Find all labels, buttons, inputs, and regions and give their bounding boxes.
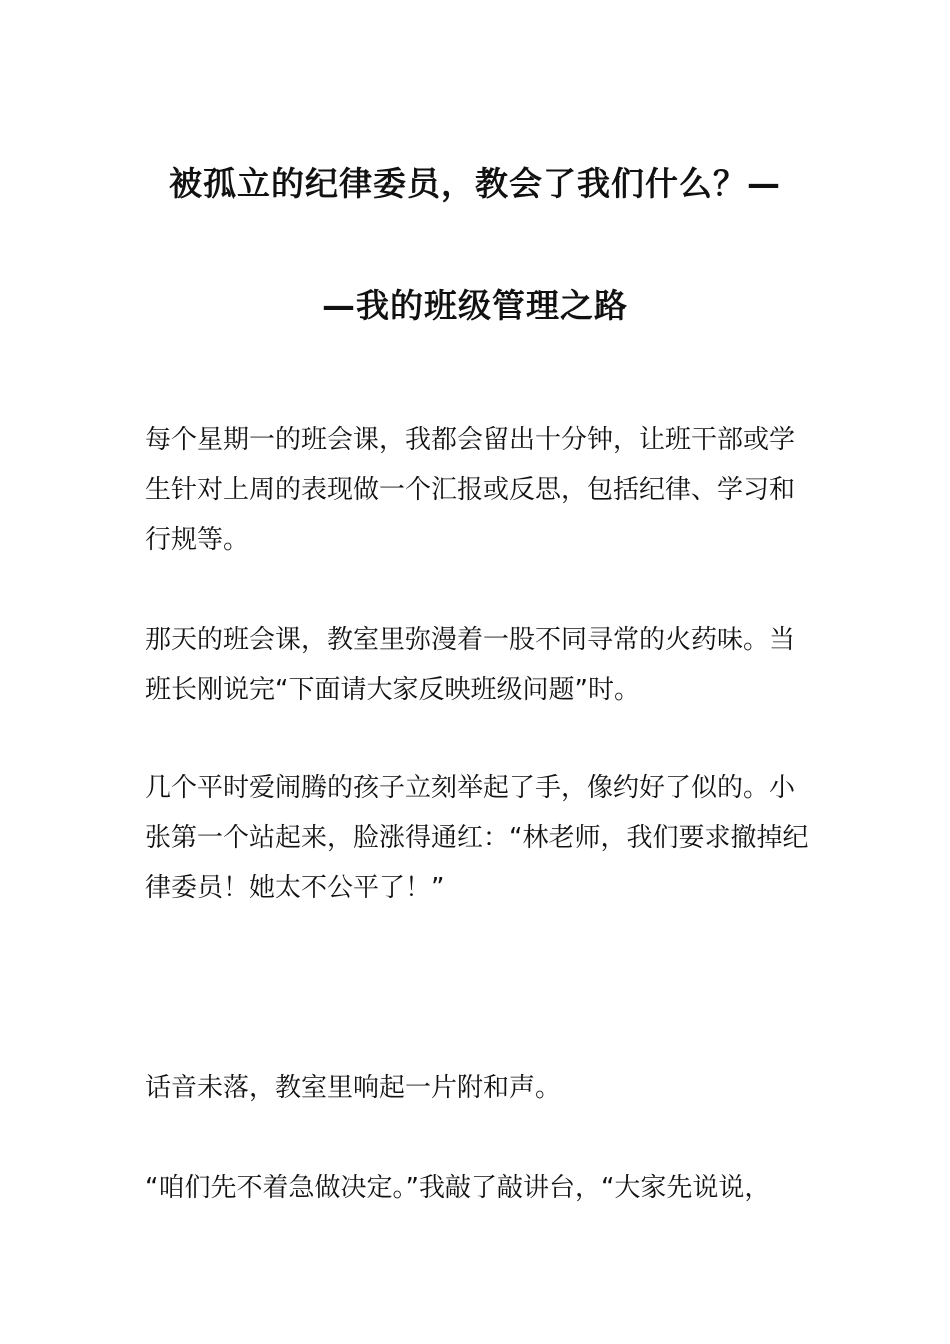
- document-title-line-1: 被孤立的纪律委员，教会了我们什么？—: [169, 164, 781, 203]
- paragraph-2: 那天的班会课，教室里弥漫着一股不同寻常的火药味。当班长刚说完“下面请大家反映班级问题”时。: [145, 625, 796, 705]
- paragraph-5: “咱们先不着急做决定。”我敲了敲讲台，“大家先说说，: [145, 1173, 771, 1203]
- paragraph-3: 几个平时爱闹腾的孩子立刻举起了手，像约好了似的。小张第一个站起来，脸涨得通红：“林老师，我们要求撤掉纪律委员！她太不公平了！”: [145, 773, 809, 903]
- paragraph-4: 话音未落，教室里响起一片附和声。: [145, 1073, 562, 1103]
- document-title-line-2: —我的班级管理之路: [322, 286, 628, 325]
- paragraph-1: 每个星期一的班会课，我都会留出十分钟，让班干部或学生针对上周的表现做一个汇报或反思，包括纪律、学习和行规等。: [145, 425, 796, 555]
